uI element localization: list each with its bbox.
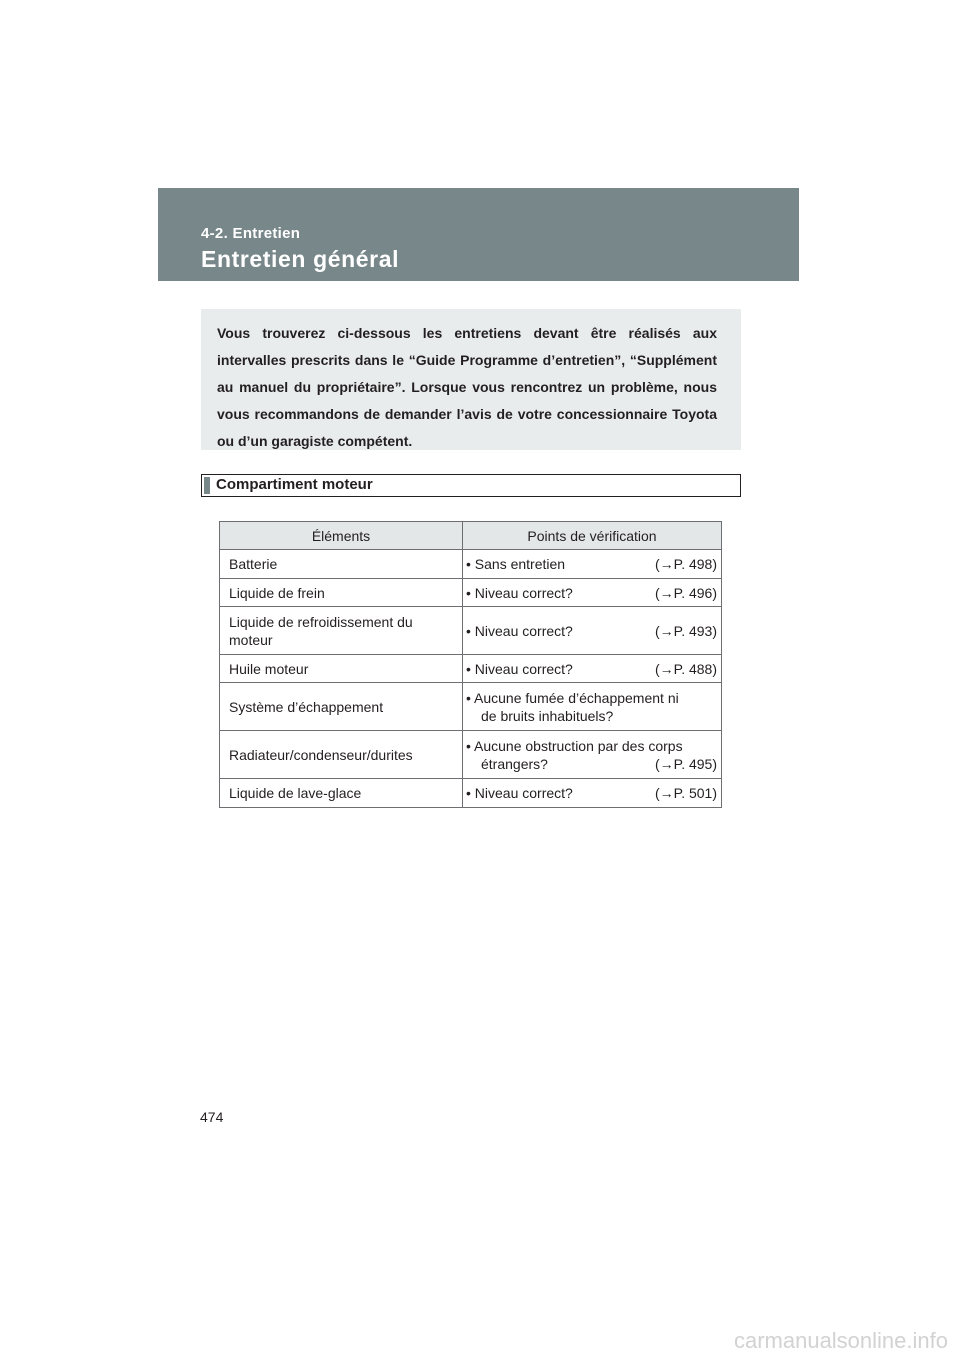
item-cell: Liquide de lave-glace: [220, 779, 463, 808]
maintenance-table: [219, 521, 722, 808]
table-row: [220, 607, 722, 655]
table-row: [220, 655, 722, 683]
check-cell: [463, 683, 722, 731]
check-text: • Niveau correct?: [466, 785, 573, 801]
intro-box: [201, 309, 741, 450]
check-text-line2: de bruits inhabituels?: [481, 707, 614, 724]
check-cell: [463, 550, 722, 579]
page-reference: (→P. 488): [655, 660, 717, 677]
table-row: [220, 579, 722, 607]
item-cell: Radiateur/condenseur/durites: [220, 731, 463, 779]
watermark: carmanualsonline.info: [733, 1328, 948, 1353]
subsection-title: Compartiment moteur: [216, 476, 373, 493]
table-row: [220, 731, 722, 779]
check-text-line1: • Aucune fumée d’échappement ni: [466, 689, 679, 706]
page-number: 474: [200, 1109, 224, 1125]
section-label: 4-2. Entretien: [201, 225, 301, 242]
check-cell: [463, 731, 722, 779]
page-title: Entretien général: [201, 246, 400, 272]
check-cell: [463, 607, 722, 655]
subsection-marker: [204, 477, 210, 494]
column-header-items: Éléments: [220, 522, 463, 550]
table-row: [220, 779, 722, 808]
check-text: • Niveau correct?: [466, 660, 573, 677]
check-text-line2: étrangers?: [481, 755, 548, 772]
check-text-line1: • Aucune obstruction par des corps: [466, 737, 683, 754]
intro-text: Vous trouverez ci-dessous les entretiens devant être réalisés aux intervalles prescrits dans le “Guide Programme d’entretien”, “Supplément au manuel du propriétaire”. Lorsque vous rencontrez un problème, nous vous recommandons de demander l’avis de votre concessionnaire Toyota ou d’un garagiste compétent.: [217, 325, 717, 449]
check-cell: [463, 779, 722, 808]
page-reference: (→P. 493): [655, 622, 717, 639]
chapter-header: [158, 188, 799, 281]
item-cell: Huile moteur: [220, 655, 463, 683]
item-cell: [220, 607, 463, 655]
check-text: • Niveau correct?: [466, 584, 573, 601]
item-cell: Système d’échappement: [220, 683, 463, 731]
column-header-checks: Points de vérification: [463, 522, 722, 550]
table-header-row: [220, 522, 722, 550]
check-text: • Niveau correct?: [466, 622, 573, 639]
item-cell: Liquide de frein: [220, 579, 463, 607]
subsection-heading: [201, 474, 741, 497]
item-cell: Batterie: [220, 550, 463, 579]
item-text-line1: Liquide de refroidissement du: [229, 613, 413, 630]
check-cell: [463, 579, 722, 607]
item-text-line2: moteur: [229, 631, 273, 648]
table-row: [220, 683, 722, 731]
table-row: [220, 550, 722, 579]
page-reference: (→P. 498): [655, 556, 717, 572]
page-reference: (→P. 495): [655, 755, 717, 772]
page-reference: (→P. 501): [655, 785, 717, 801]
check-text: • Sans entretien: [466, 556, 566, 572]
check-cell: [463, 655, 722, 683]
page-reference: (→P. 496): [655, 584, 717, 601]
